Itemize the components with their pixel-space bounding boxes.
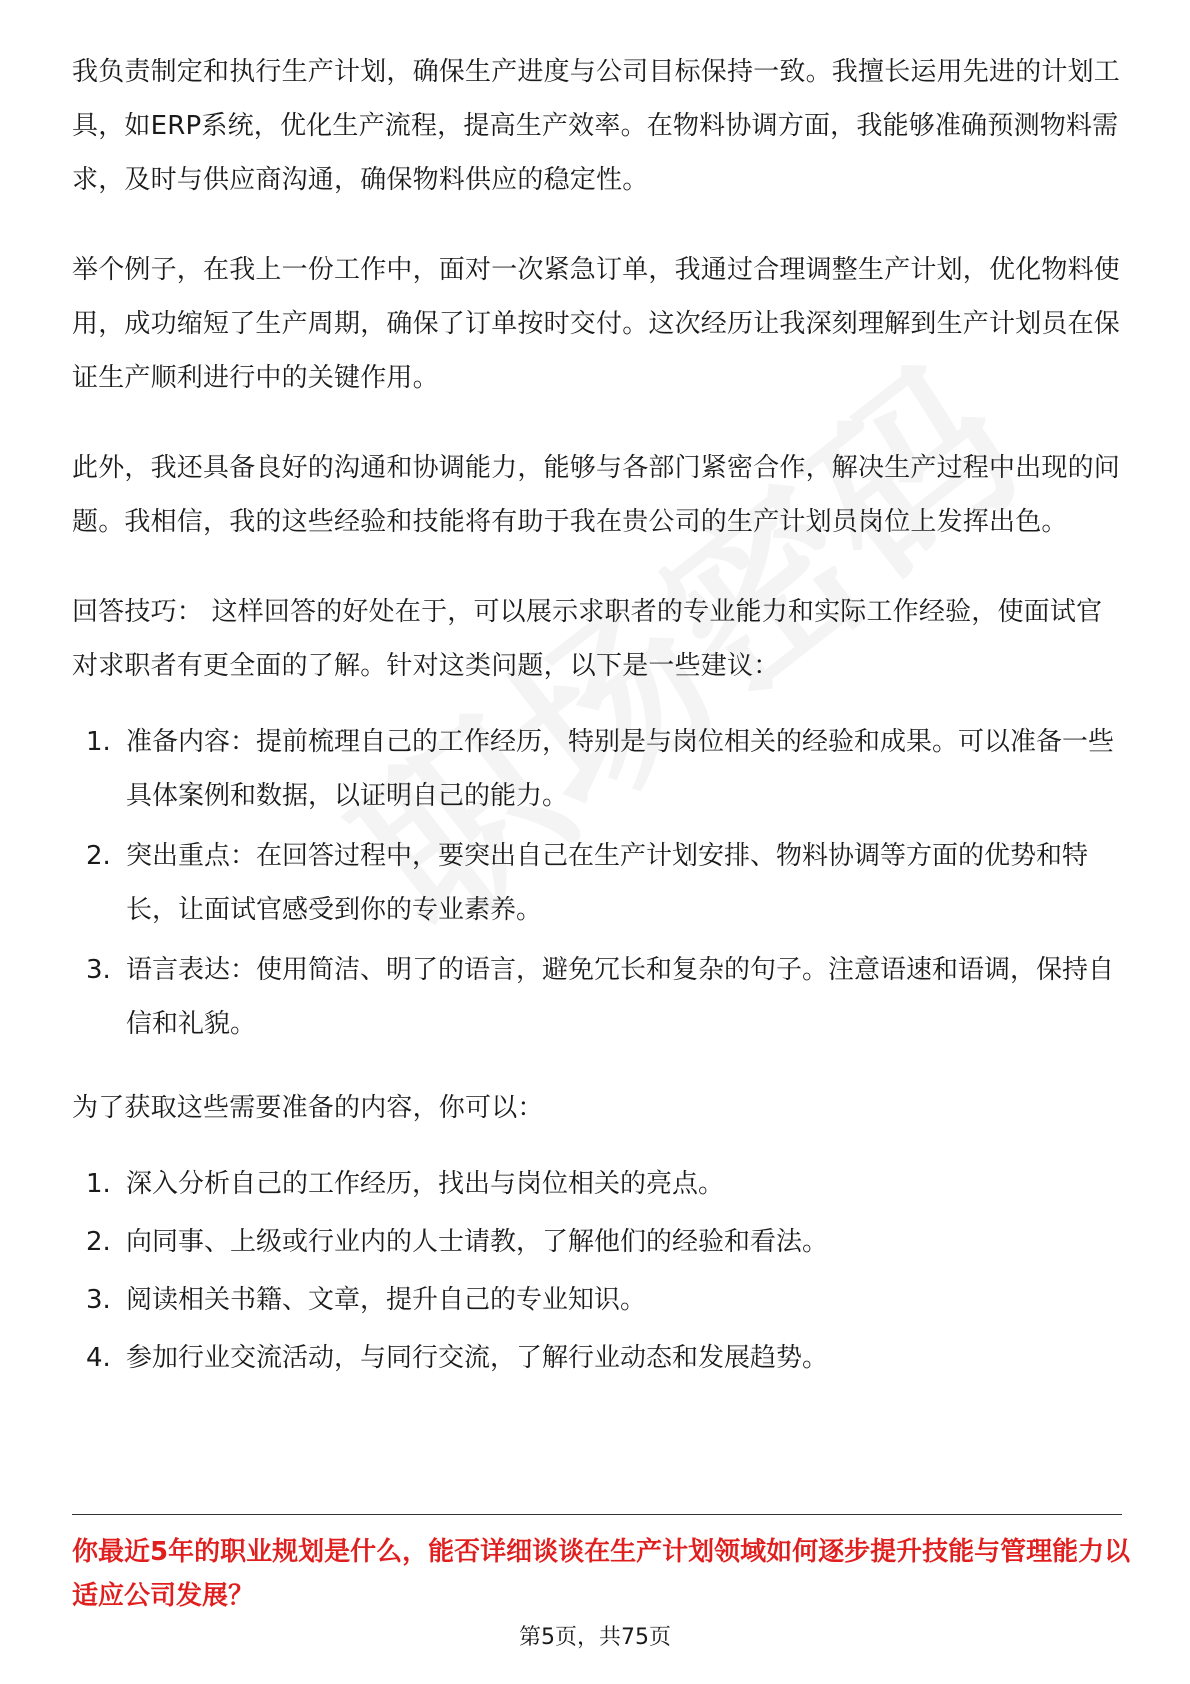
next-question-heading: 你最近5年的职业规划是什么，能否详细谈谈在生产计划领域如何逐步提升技能与管理能力以适应公司发展？ [72,1537,1131,1611]
paragraph-answer-tips: 回答技巧： 这样回答的好处在于，可以展示求职者的专业能力和实际工作经验，使面试官对求职者有更全面的了解。针对这类问题，以下是一些建议： [72,597,1103,681]
list-item-number: 2. [86,841,111,871]
list-item-number: 1. [86,1169,111,1199]
list-item-number: 1. [86,727,111,757]
list-item-text: 向同事、上级或行业内的人士请教，了解他们的经验和看法。 [126,1227,829,1257]
list-item-number: 3. [86,955,111,985]
list-item-text: 语言表达：使用简洁、明了的语言，避免冗长和复杂的句子。注意语速和语调，保持自信和礼貌。 [126,955,1115,1039]
list-item-text: 参加行业交流活动，与同行交流，了解行业动态和发展趋势。 [126,1343,829,1373]
list-item [72,1273,1122,1327]
main-content [72,45,1122,1415]
list-item-number: 4. [86,1343,111,1373]
list-item-text: 阅读相关书籍、文章，提升自己的专业知识。 [126,1285,647,1315]
list-item [72,1215,1122,1269]
prep-list [72,1157,1122,1385]
list-item-number: 2. [86,1227,111,1257]
list-item [72,715,1122,823]
list-item [72,829,1122,937]
section-divider [72,1514,1122,1515]
tips-list [72,715,1122,1051]
list-item-text: 突出重点：在回答过程中，要突出自己在生产计划安排、物料协调等方面的优势和特长，让面试官感受到你的专业素养。 [126,841,1089,925]
list-item [72,943,1122,1051]
paragraph-example: 举个例子，在我上一份工作中，面对一次紧急订单，我通过合理调整生产计划，优化物料使用，成功缩短了生产周期，确保了订单按时交付。这次经历让我深刻理解到生产计划员在保证生产顺利进行中的关键作用。 [72,255,1121,393]
list-item-text: 深入分析自己的工作经历，找出与岗位相关的亮点。 [126,1169,725,1199]
page-number-footer: 第5页，共75页 [519,1625,671,1650]
paragraph-skills: 此外，我还具备良好的沟通和协调能力，能够与各部门紧密合作，解决生产过程中出现的问题。我相信，我的这些经验和技能将有助于我在贵公司的生产计划员岗位上发挥出色。 [72,453,1121,537]
paragraph-responsibilities: 我负责制定和执行生产计划，确保生产进度与公司目标保持一致。我擅长运用先进的计划工具，如ERP系统，优化生产流程，提高生产效率。在物料协调方面，我能够准确预测物料需求，及时与供应商沟通，确保物料供应的稳定性。 [72,57,1121,195]
list-item-text: 准备内容：提前梳理自己的工作经历，特别是与岗位相关的经验和成果。可以准备一些具体案例和数据，以证明自己的能力。 [126,727,1115,811]
list-item [72,1331,1122,1385]
list-item-number: 3. [86,1285,111,1315]
list-item [72,1157,1122,1211]
paragraph-prep-intro: 为了获取这些需要准备的内容，你可以： [72,1093,544,1123]
